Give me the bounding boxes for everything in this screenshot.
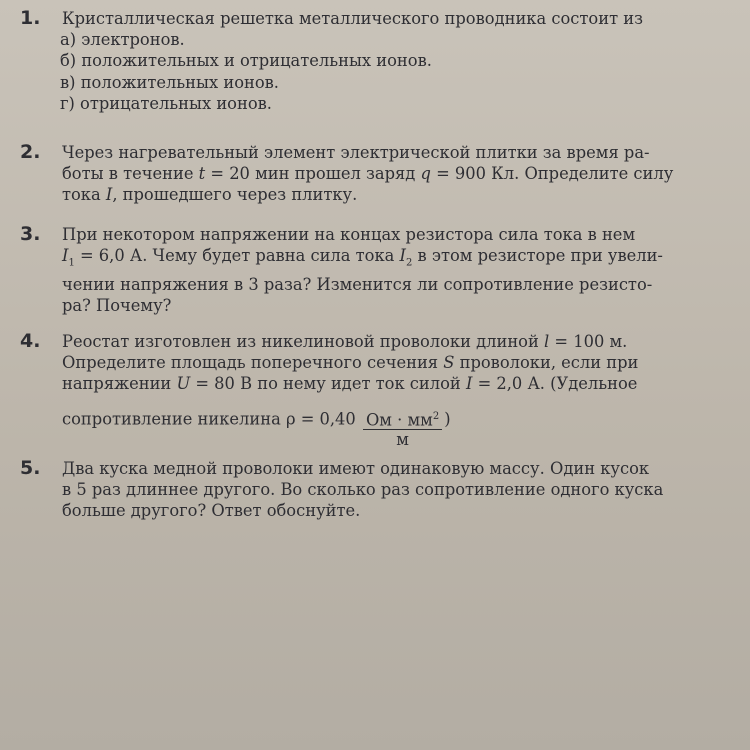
task-text-line: напряжении U = 80 В по нему идет ток силой I = 2,0 А. (Удельное	[62, 374, 638, 394]
task-text-line: сопротивление никелина ρ = 0,40 $\frac{Ом \cdot мм^2}{м}$ )	[62, 409, 451, 450]
task-4	[20, 330, 732, 450]
answer-option: г) отрицательных ионов.	[60, 93, 272, 113]
task-text-line: Реостат изготовлен из никелиновой проволоки длиной l = 100 м.	[62, 332, 628, 351]
task-number: 1.	[20, 7, 41, 29]
task-number: 3.	[20, 223, 41, 245]
answer-option: б) положительных и отрицательных ионов.	[60, 51, 432, 71]
task-text-line: чении напряжения в 3 раза? Изменится ли сопротивление резисто-	[62, 274, 653, 294]
answer-option: а) электронов.	[60, 30, 185, 50]
task-number: 5.	[20, 457, 41, 479]
task-text-line: Кристаллическая решетка металлического проводника состоит из	[62, 9, 643, 28]
task-text-line: ра? Почему?	[62, 295, 172, 315]
answer-option: в) положительных ионов.	[60, 72, 279, 92]
task-number: 2.	[20, 141, 41, 163]
task-text-line: Через нагревательный элемент электрической плитки за время ра-	[62, 143, 650, 162]
task-text-line: тока I, прошедшего через плитку.	[62, 185, 358, 205]
task-text-line: $I_1 = 6,0$ А. Чему будет равна сила тока $I_2$ в этом резисторе при увели-	[62, 246, 663, 269]
task-3	[20, 224, 732, 316]
resistivity-fraction: $\frac{Ом \cdot мм^2}{м}$	[363, 408, 442, 450]
task-text-line: При некотором напряжении на концах резистора сила тока в нем	[62, 225, 636, 244]
task-text-line: Определите площадь поперечного сечения S проволоки, если при	[62, 353, 639, 373]
task-text-line: Два куска медной проволоки имеют одинаковую массу. Один кусок	[62, 459, 650, 478]
task-2	[20, 142, 732, 206]
task-number: 4.	[20, 330, 41, 352]
task-text-line: в 5 раз длиннее другого. Во сколько раз сопротивление одного куска	[62, 480, 664, 500]
task-1	[20, 8, 732, 114]
task-text-line: больше другого? Ответ обоснуйте.	[62, 501, 361, 521]
task-text-line: боты в течение t = 20 мин прошел заряд q = 900 Кл. Определите силу	[62, 164, 674, 184]
task-5	[20, 458, 732, 522]
